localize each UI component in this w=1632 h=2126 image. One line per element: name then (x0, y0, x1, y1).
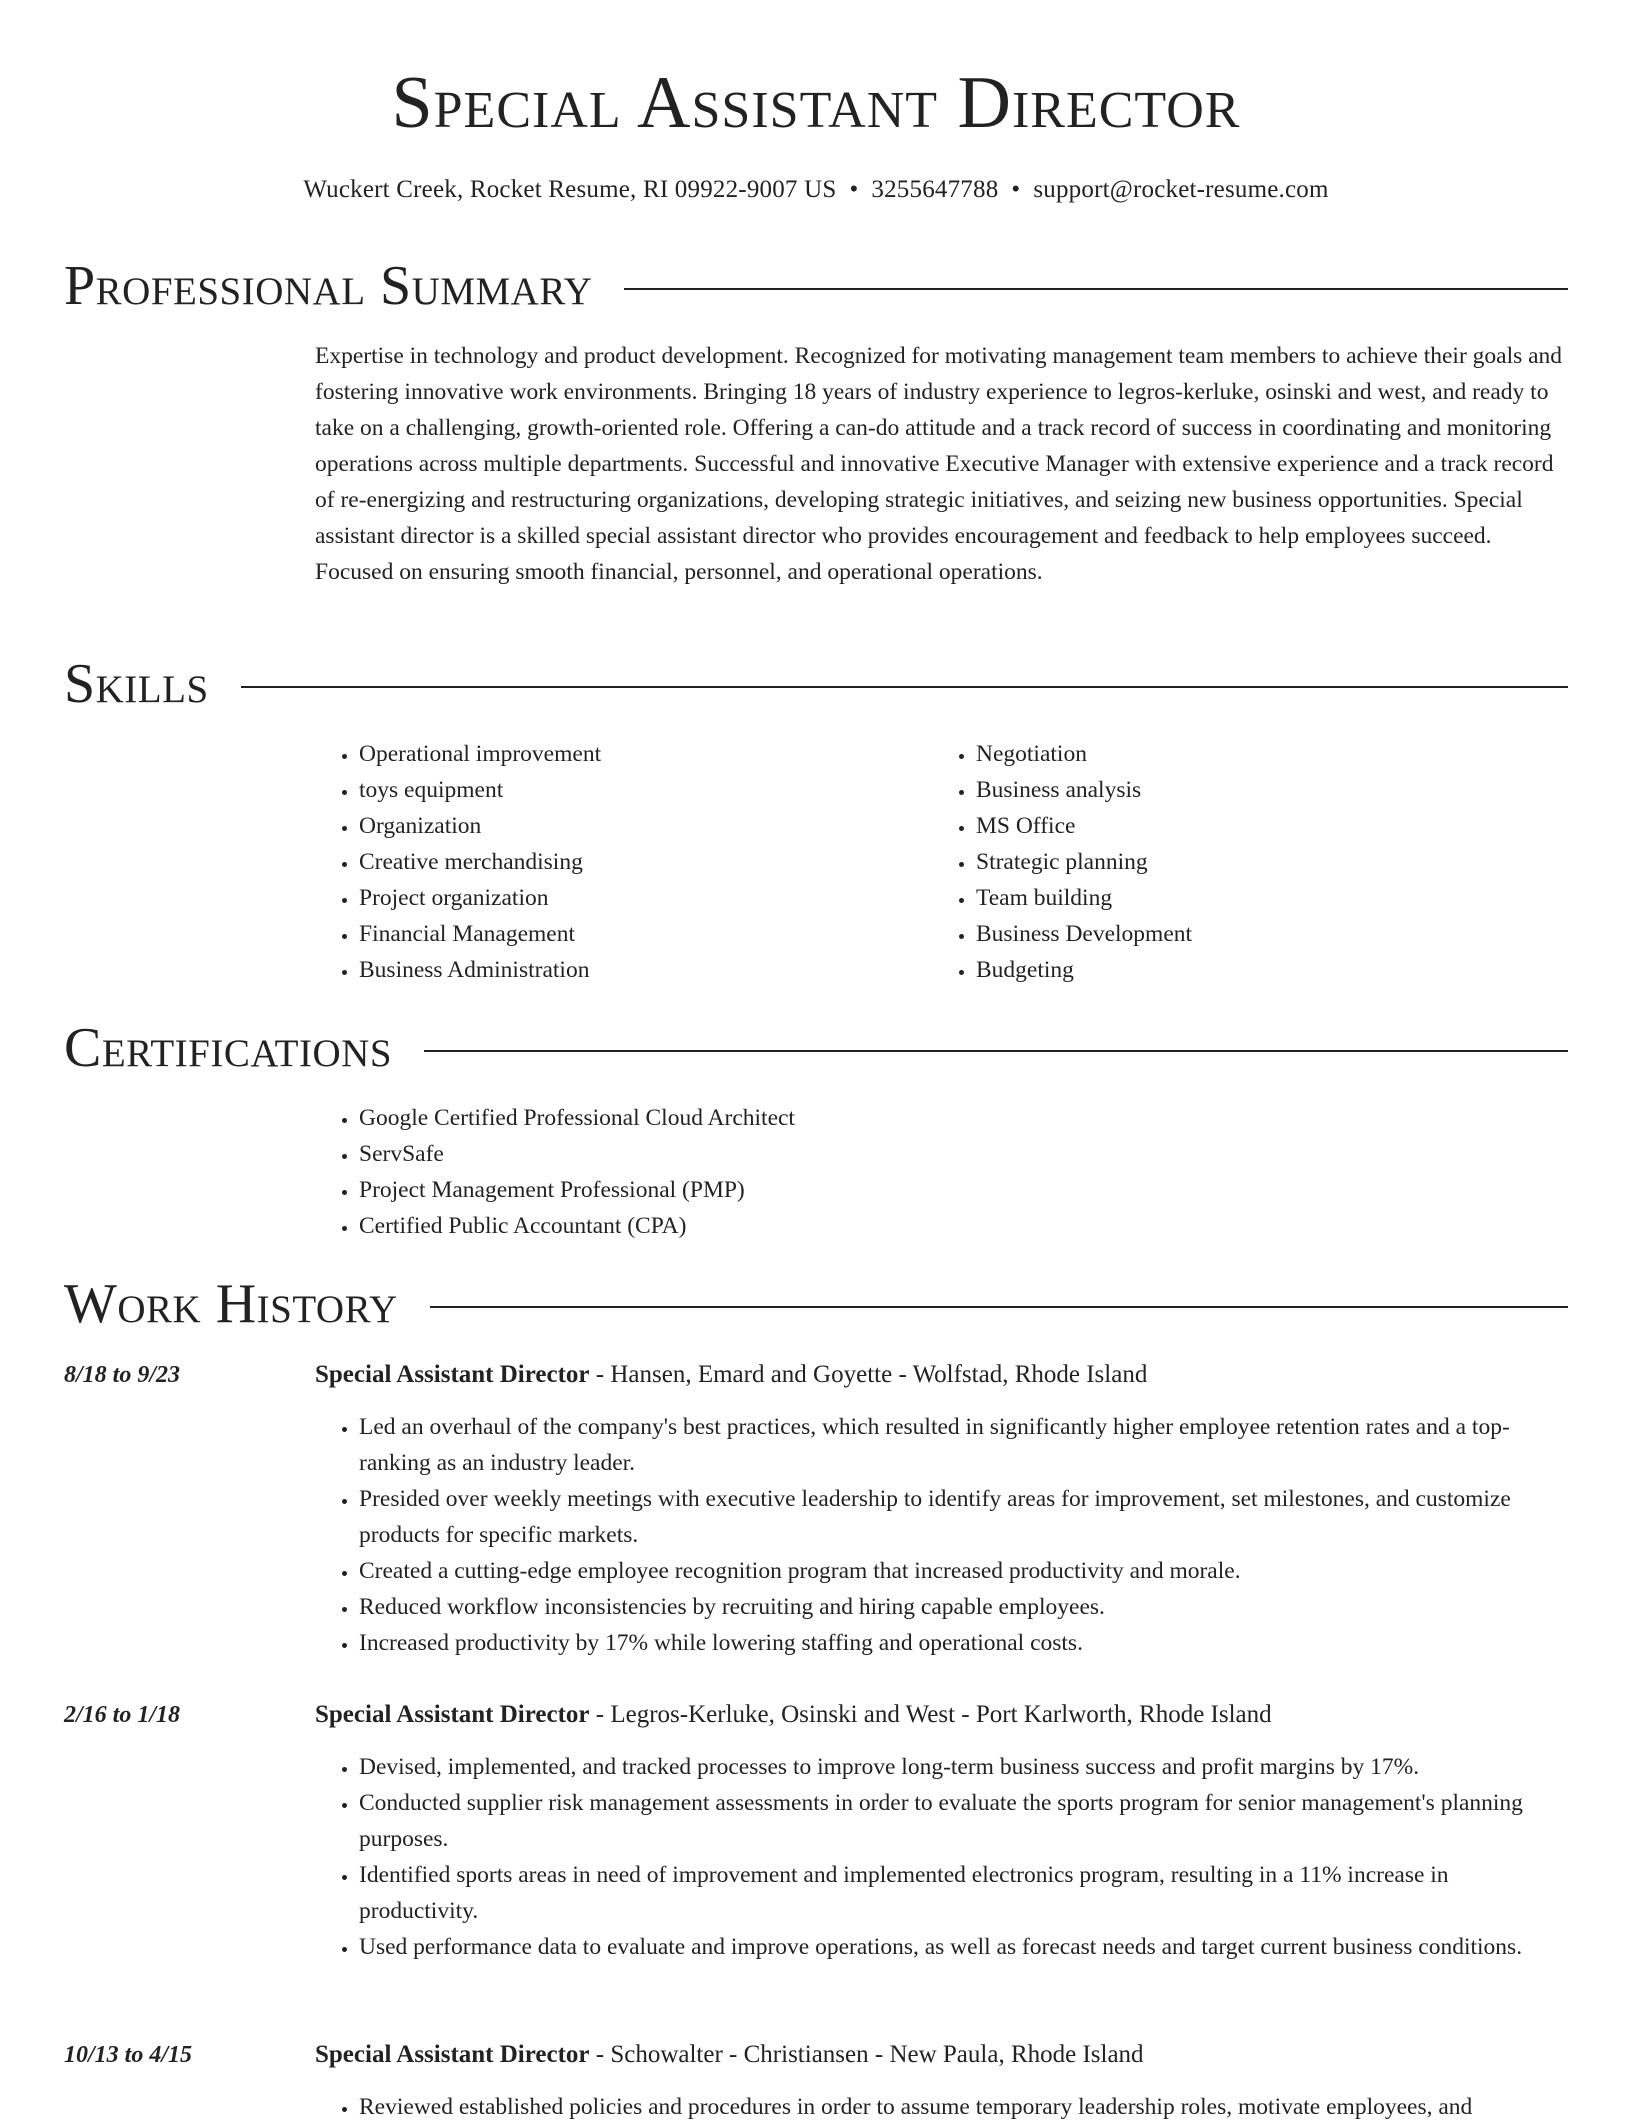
skill-item: • Organization (359, 808, 875, 844)
job-bullet: • Led an overhaul of the company's best practices, which resulted in significantly higher employee retention rates and a top-ranking as an industry leader. (359, 1409, 1568, 1481)
job-bullet: • Reduced workflow inconsistencies by recruiting and hiring capable employees. (359, 1589, 1568, 1625)
certification-item: • ServSafe (359, 1136, 1215, 1172)
skills-section-header (64, 652, 1568, 716)
job-bullets (315, 1409, 1568, 1661)
contact-email[interactable]: support@rocket-resume.com (1033, 176, 1329, 203)
summary-section-header (64, 254, 1568, 318)
contact-line (0, 172, 1632, 208)
section-divider (624, 288, 1568, 290)
section-divider (424, 1050, 1568, 1052)
job-bullet: • Used performance data to evaluate and improve operations, as well as forecast needs and target current business conditions. (359, 1929, 1568, 1965)
candidate-name: Special Assistant Director (391, 62, 1241, 144)
job-employer: - Legros-Kerluke, Osinski and West - Port Karlworth, Rhode Island (589, 1701, 1272, 1728)
contact-separator: • (1011, 176, 1021, 203)
job-title: Special Assistant Director (315, 2041, 590, 2068)
section-title-work-history: Work History (64, 1273, 398, 1335)
certification-item: • Project Management Professional (PMP) (359, 1172, 1215, 1208)
section-divider (430, 1306, 1568, 1308)
skills-column-right (932, 736, 1492, 988)
skill-item: • Business analysis (976, 772, 1492, 808)
contact-phone: 3255647788 (871, 176, 999, 203)
skill-item: • Team building (976, 880, 1492, 916)
skill-item: • Business Administration (359, 952, 875, 988)
job-bullets (315, 1749, 1568, 1965)
skill-item: • toys equipment (359, 772, 875, 808)
job-bullets (315, 2089, 1568, 2125)
job-dates: 2/16 to 1/18 (64, 1702, 181, 1728)
job-heading (315, 2037, 1568, 2073)
job-employer: - Schowalter - Christiansen - New Paula, Rhode Island (589, 2041, 1144, 2068)
job-bullet: • Reviewed established policies and procedures in order to assume temporary leadership roles, motivate employees, and (359, 2089, 1568, 2125)
job-heading (315, 1697, 1568, 1733)
job-bullet: • Increased productivity by 17% while lowering staffing and operational costs. (359, 1625, 1568, 1661)
certifications-list (315, 1100, 1215, 1244)
job-dates: 10/13 to 4/15 (64, 2042, 193, 2068)
skill-item: • Operational improvement (359, 736, 875, 772)
job-bullet: • Conducted supplier risk management assessments in order to evaluate the sports program for senior management's planning purposes. (359, 1785, 1568, 1857)
job-bullet: • Presided over weekly meetings with executive leadership to identify areas for improvement, set milestones, and customize products for specific markets. (359, 1481, 1568, 1553)
certification-item: • Certified Public Accountant (CPA) (359, 1208, 1215, 1244)
certifications-section-header (64, 1016, 1568, 1080)
job-bullet: • Devised, implemented, and tracked processes to improve long-term business success and profit margins by 17%. (359, 1749, 1568, 1785)
job-dates: 8/18 to 9/23 (64, 1362, 181, 1388)
job-title: Special Assistant Director (315, 1701, 590, 1728)
job-bullet: • Created a cutting-edge employee recognition program that increased productivity and morale. (359, 1553, 1568, 1589)
skills-column-left (315, 736, 875, 988)
skill-item: • Negotiation (976, 736, 1492, 772)
skill-item: • Business Development (976, 916, 1492, 952)
skill-item: • MS Office (976, 808, 1492, 844)
skill-item: • Project organization (359, 880, 875, 916)
job-heading (315, 1357, 1568, 1393)
certification-item: • Google Certified Professional Cloud Architect (359, 1100, 1215, 1136)
section-title-summary: Professional Summary (64, 255, 593, 317)
section-title-certifications: Certifications (64, 1017, 393, 1079)
contact-address: Wuckert Creek, Rocket Resume, RI 09922-9007 US (303, 176, 837, 203)
job-title: Special Assistant Director (315, 1361, 590, 1388)
job-employer: - Hansen, Emard and Goyette - Wolfstad, Rhode Island (589, 1361, 1148, 1388)
skill-item: • Strategic planning (976, 844, 1492, 880)
section-divider (241, 686, 1568, 688)
summary-text: Expertise in technology and product development. Recognized for motivating management team members to achieve their goals and fostering innovative work environments. Bringing 18 years of industry experience to legros-kerluke, osinski and west, and ready to take on a challenging, growth-oriented role. Offering a can-do attitude and a track record of success in coordinating and monitoring operations across multiple departments. Successful and innovative Executive Manager with extensive experience and a track record of re-energizing and restructuring organizations, developing strategic initiatives, and seizing new business opportunities. Special assistant director is a skilled special assistant director who provides encouragement and feedback to help employees succeed. Focused on ensuring smooth financial, personnel, and operational operations. (315, 343, 1563, 585)
skill-item: • Budgeting (976, 952, 1492, 988)
skill-item: • Financial Management (359, 916, 875, 952)
skill-item: • Creative merchandising (359, 844, 875, 880)
contact-separator: • (849, 176, 859, 203)
section-title-skills: Skills (64, 653, 209, 715)
work-section-header (64, 1272, 1568, 1336)
job-bullet: • Identified sports areas in need of improvement and implemented electronics program, resulting in a 11% increase in productivity. (359, 1857, 1568, 1929)
